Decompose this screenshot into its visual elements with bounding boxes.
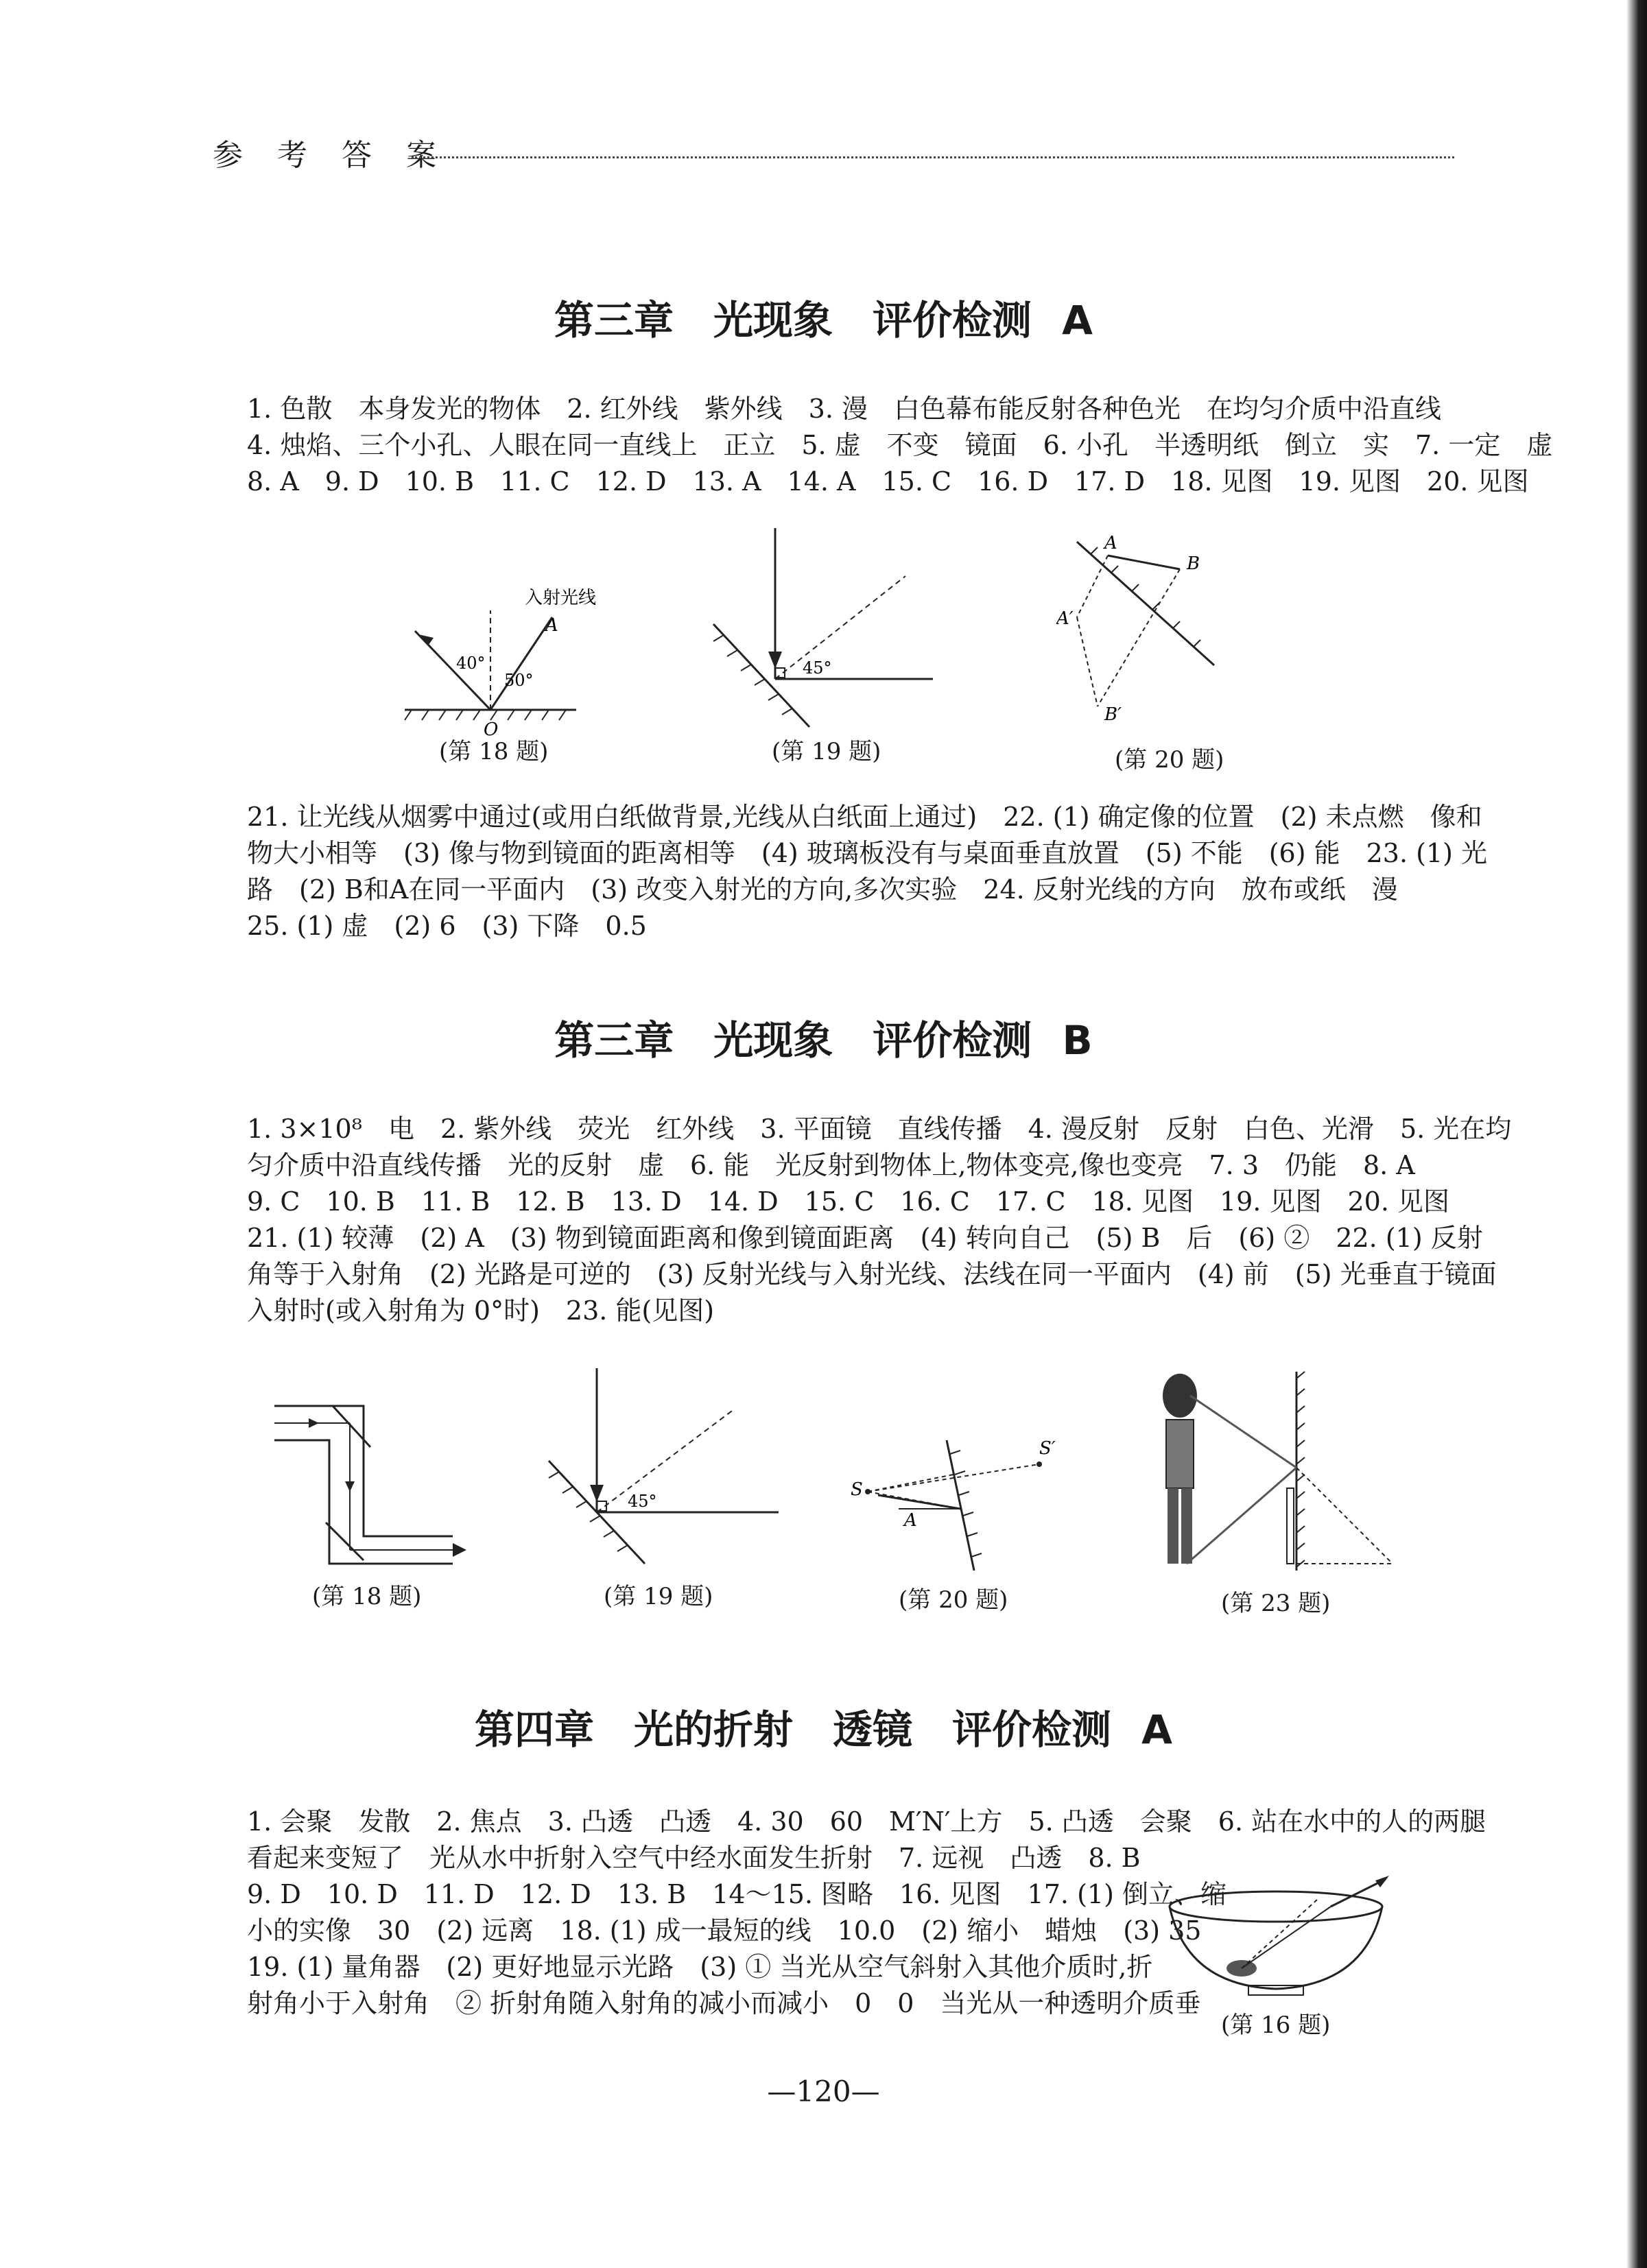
header-rule [412, 156, 1454, 158]
figure-b20 [851, 1433, 1084, 1591]
answer-line: 看起来变短了 光从水中折射入空气中经水面发生折射 7. 远视 凸透 8. B [247, 1843, 1141, 1873]
answer-line: 路 (2) B和A在同一平面内 (3) 改变入射光的方向,多次实验 24. 反射光线的方向 放布或纸 漫 [247, 874, 1398, 905]
figure-b19 [542, 1361, 803, 1581]
fig-b20-label-a: A [904, 1510, 917, 1531]
answer-line: 1. 3×10⁸ 电 2. 紫外线 荧光 红外线 3. 平面镜 直线传播 4. 漫反射 反射 白色、光滑 5. 光在均 [247, 1114, 1512, 1144]
figure-b23 [1152, 1365, 1399, 1577]
section-3a-answers-2 [247, 799, 1488, 944]
answer-line: 9. C 10. B 11. B 12. B 13. D 14. D 15. C 16. C 17. C 18. 见图 19. 见图 20. 见图 [247, 1186, 1449, 1217]
fig-a20-label-b: B [1187, 553, 1200, 574]
fig-a20-label-a: A [1104, 533, 1117, 553]
fig-a20-label-b2: B′ [1104, 704, 1122, 725]
header-label: 参 考 答 案 [213, 138, 449, 173]
answer-line: 射角小于入射角 ② 折射角随入射角的减小而减小 0 0 当光从一种透明介质垂 [247, 1988, 1201, 2018]
answer-line: 小的实像 30 (2) 远离 18. (1) 成一最短的线 10.0 (2) 缩小 蜡烛 (3) 35 [247, 1915, 1202, 1946]
answer-line: 1. 色散 本身发光的物体 2. 红外线 紫外线 3. 漫 白色幕布能反射各种色光 在均匀介质中沿直线 [247, 394, 1442, 424]
answer-line: 25. (1) 虚 (2) 6 (3) 下降 0.5 [247, 911, 647, 941]
answer-line: 物大小相等 (3) 像与物到镜面的距离相等 (4) 玻璃板没有与桌面垂直放置 (5) 不能 (6) 能 23. (1) 光 [247, 838, 1488, 868]
fig-b19-angle: 45° [628, 1492, 657, 1511]
fig-a20-label-a2: A′ [1056, 608, 1074, 629]
section-title-4a: 第四章 光的折射 透镜 评价检测 A [474, 1706, 1173, 1753]
section-3a-answers-1 [247, 391, 1553, 500]
fig-b23-caption: (第 23 题) [1221, 1590, 1331, 1617]
fig-b20-label-s2: S′ [1039, 1438, 1056, 1459]
section-title-3a: 第三章 光现象 评价检测 A [554, 297, 1093, 344]
fig-c16-caption: (第 16 题) [1221, 2012, 1331, 2039]
fig-a20-caption: (第 20 题) [1115, 746, 1224, 774]
fig-a18-label-a: A [545, 615, 558, 636]
answer-line: 21. (1) 较薄 (2) A (3) 物到镜面距离和像到镜面距离 (4) 转向自己 (5) B 后 (6) ② 22. (1) 反射 [247, 1223, 1483, 1253]
fig-a18-angle-1: 40° [456, 654, 486, 673]
figure-c16 [1159, 1865, 1406, 2003]
answer-line: 21. 让光线从烟雾中通过(或用白纸做背景,光线从白纸面上通过) 22. (1) 确定像的位置 (2) 未点燃 像和 [247, 802, 1482, 832]
answer-line: 9. D 10. D 11. D 12. D 13. B 14～15. 图略 16. 见图 17. (1) 倒立、缩 [247, 1879, 1227, 1909]
answer-line: 4. 烛焰、三个小孔、人眼在同一直线上 正立 5. 虚 不变 镜面 6. 小孔 半透明纸 倒立 实 7. 一定 虚 [247, 430, 1553, 460]
page-number: —120— [767, 2075, 880, 2108]
figure-a20 [1056, 528, 1290, 734]
fig-a18-caption: (第 18 题) [439, 738, 549, 765]
fig-b18-caption: (第 18 题) [312, 1583, 422, 1610]
answer-line: 8. A 9. D 10. B 11. C 12. D 13. A 14. A 15. C 16. D 17. D 18. 见图 19. 见图 20. 见图 [247, 466, 1529, 497]
fig-b20-caption: (第 20 题) [899, 1586, 1008, 1614]
section-title-3b: 第三章 光现象 评价检测 B [554, 1017, 1093, 1064]
fig-a19-caption: (第 19 题) [772, 738, 881, 765]
figure-b18 [268, 1378, 487, 1571]
fig-a18-ray-label: 入射光线 [525, 588, 597, 608]
answer-line: 19. (1) 量角器 (2) 更好地显示光路 (3) ① 当光从空气斜射入其他介质时,折 [247, 1952, 1153, 1982]
fig-a18-angle-2: 50° [504, 671, 534, 690]
answer-line: 1. 会聚 发散 2. 焦点 3. 凸透 凸透 4. 30 60 M′N′上方 5. 凸透 会聚 6. 站在水中的人的两腿 [247, 1806, 1486, 1837]
fig-a18-label-o: O [484, 719, 499, 740]
answer-line: 入射时(或入射角为 0°时) 23. 能(见图) [247, 1296, 715, 1326]
answer-line: 角等于入射角 (2) 光路是可逆的 (3) 反射光线与入射光线、法线在同一平面内 (4) 前 (5) 光垂直于镜面 [247, 1259, 1497, 1289]
section-3b-answers [247, 1111, 1512, 1329]
answer-line: 匀介质中沿直线传播 光的反射 虚 6. 能 光反射到物体上,物体变亮,像也变亮 7. 3 仍能 8. A [247, 1150, 1415, 1180]
figure-a19 [700, 521, 960, 754]
fig-b19-caption: (第 19 题) [604, 1583, 713, 1610]
fig-a19-angle: 45° [803, 658, 832, 678]
fig-b20-label-s: S [851, 1479, 863, 1500]
